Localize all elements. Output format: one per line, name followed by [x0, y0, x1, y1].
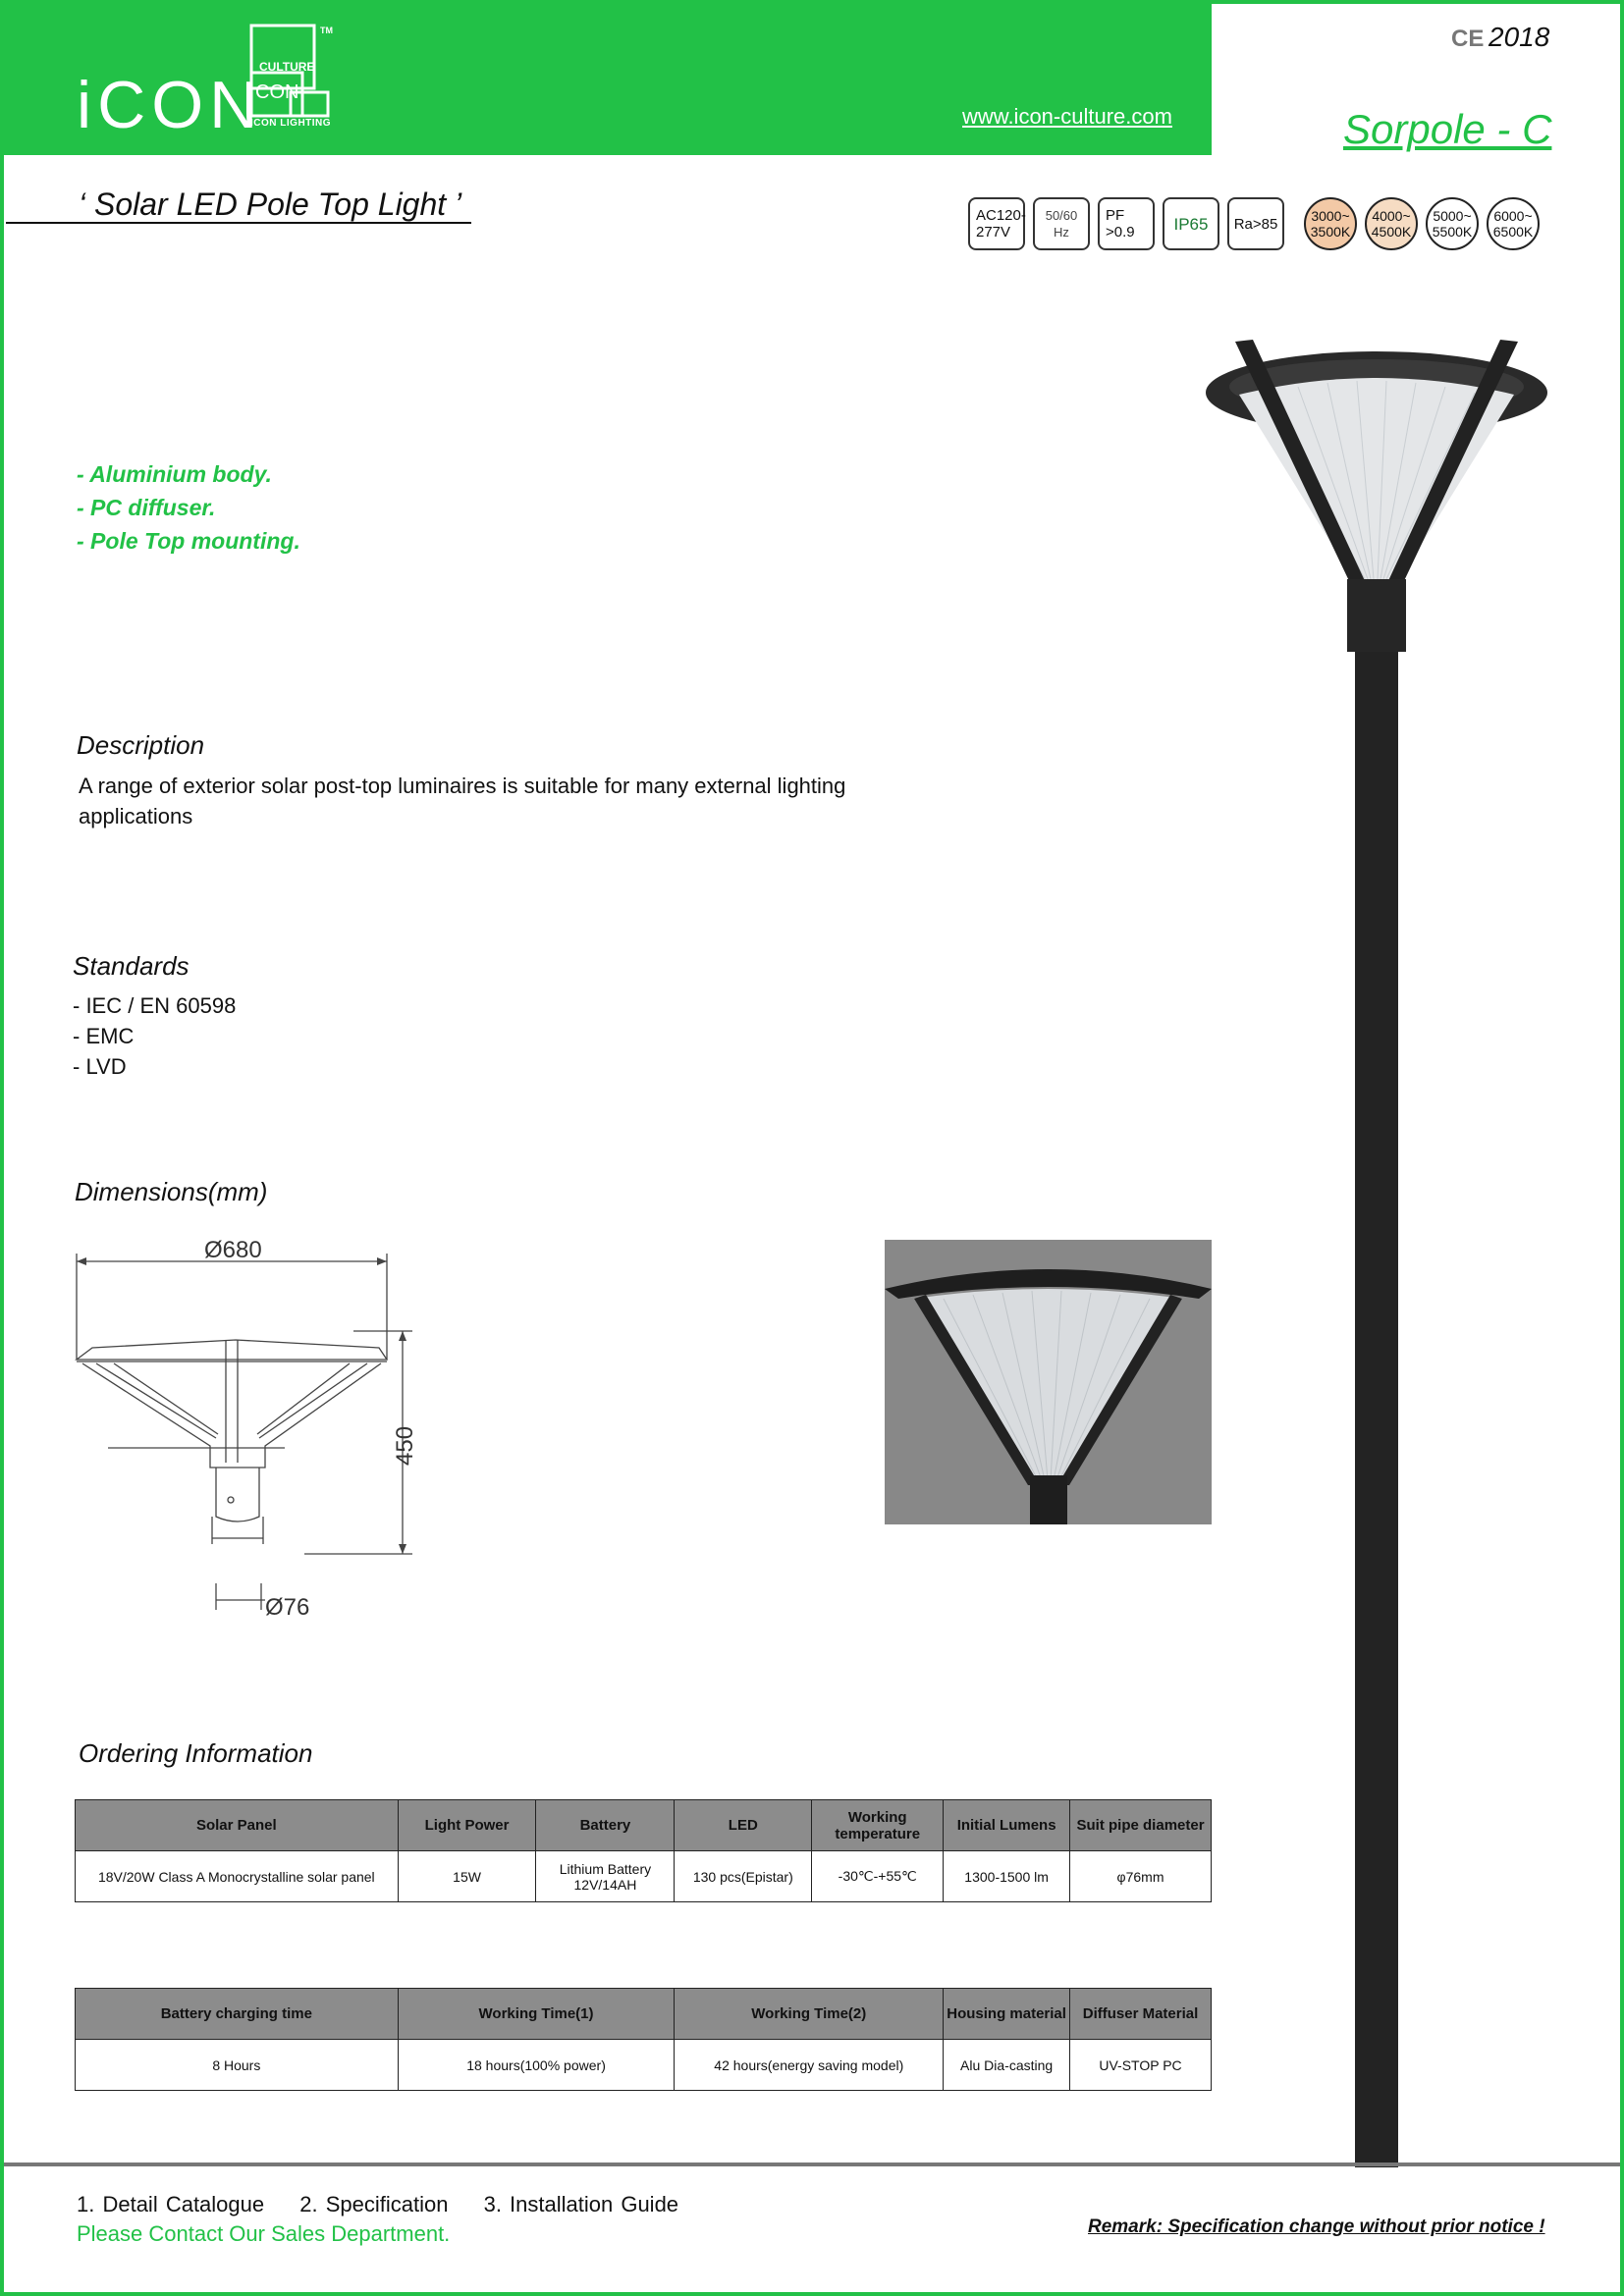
table-header-cell: Suit pipe diameter — [1070, 1800, 1212, 1851]
frequency-badge: 50/60 Hz — [1033, 197, 1090, 250]
footer-link-catalogue[interactable]: 1. Detail Catalogue — [77, 2192, 265, 2216]
table-cell: 1300-1500 lm — [944, 1851, 1070, 1902]
cri-badge: Ra>85 — [1227, 197, 1284, 250]
product-subtitle: ‘ Solar LED Pole Top Light ’ — [79, 187, 462, 222]
table-header-cell: Working Time(2) — [675, 1989, 944, 2040]
footer-link-specification[interactable]: 2. Specification — [299, 2192, 449, 2216]
dimension-drawing — [69, 1232, 432, 1625]
description-text: A range of exterior solar post-top luminaires is suitable for many external lighting applications — [79, 774, 846, 828]
table-header-cell: Initial Lumens — [944, 1800, 1070, 1851]
catalog-year: 2018 — [1489, 22, 1550, 52]
table-header-cell: Battery charging time — [76, 1989, 399, 2040]
standard-item: - LVD — [73, 1054, 127, 1079]
table-header-cell: Working temperature — [812, 1800, 944, 1851]
table-cell: 15W — [398, 1851, 536, 1902]
ordering-table-1 — [75, 1799, 1212, 1902]
cct-6000k-badge: 6000~ 6500K — [1487, 197, 1540, 250]
cct-5000k-badge: 5000~ 5500K — [1426, 197, 1479, 250]
remark-note: Remark: Specification change without prior notice ! — [1088, 2216, 1545, 2237]
model-name: Sorpole - C — [1343, 106, 1552, 152]
table-cell: 42 hours(energy saving model) — [675, 2040, 944, 2091]
table-header-cell: Working Time(1) — [398, 1989, 675, 2040]
standard-item: - IEC / EN 60598 — [73, 993, 237, 1018]
cct-4000k-badge: 4000~ 4500K — [1365, 197, 1418, 250]
height-label: 450 — [392, 1425, 418, 1466]
logo-mark-icon — [247, 22, 346, 120]
ordering-heading: Ordering Information — [79, 1738, 313, 1768]
product-photo — [885, 1240, 1212, 1524]
standards-heading: Standards — [73, 951, 189, 981]
table-header-row — [76, 1989, 1212, 2040]
feature-item: - Pole Top mounting. — [77, 528, 300, 554]
table-header-cell: Solar Panel — [76, 1800, 399, 1851]
ip-rating-badge: IP65 — [1163, 197, 1219, 250]
table-row — [76, 2040, 1212, 2091]
contact-note: Please Contact Our Sales Department. — [77, 2221, 451, 2246]
table-cell: Alu Dia-casting — [944, 2040, 1070, 2091]
table-cell: 18 hours(100% power) — [398, 2040, 675, 2091]
feature-item: - PC diffuser. — [77, 495, 216, 520]
table-cell: φ76mm — [1070, 1851, 1212, 1902]
voltage-badge: AC120- 277V — [968, 197, 1025, 250]
table-cell: UV-STOP PC — [1070, 2040, 1212, 2091]
standard-item: - EMC — [73, 1024, 135, 1048]
feature-list — [77, 457, 300, 558]
power-factor-badge: PF >0.9 — [1098, 197, 1155, 250]
table-header-cell: Housing material — [944, 1989, 1070, 2040]
logo-subtitle: ICON LIGHTING — [250, 118, 332, 129]
subtitle-underline — [6, 222, 471, 224]
footer-divider — [4, 2163, 1620, 2166]
table-header-cell: Battery — [536, 1800, 675, 1851]
dimensions-heading: Dimensions(mm) — [75, 1177, 268, 1206]
spec-badges — [968, 197, 1540, 250]
cct-3000k-badge: 3000~ 3500K — [1304, 197, 1357, 250]
description-heading: Description — [77, 730, 205, 760]
pole-lamp-image — [1200, 322, 1553, 2167]
table-cell: -30℃-+55℃ — [812, 1851, 944, 1902]
brand-name: iCON — [77, 68, 264, 142]
table-header-cell: Light Power — [398, 1800, 536, 1851]
table-row — [76, 1851, 1212, 1902]
table-header-row — [76, 1800, 1212, 1851]
footer-links — [77, 2192, 706, 2217]
pipe-diameter-label: Ø76 — [265, 1594, 310, 1621]
diameter-label: Ø680 — [204, 1237, 262, 1263]
table-cell: 8 Hours — [76, 2040, 399, 2091]
table-cell: Lithium Battery 12V/14AH — [536, 1851, 675, 1902]
logo-text-top: CULTURE — [259, 60, 315, 74]
table-cell: 130 pcs(Epistar) — [675, 1851, 812, 1902]
table-header-cell: LED — [675, 1800, 812, 1851]
ce-mark-icon: CE — [1451, 26, 1485, 52]
logo-text-mid: CON — [255, 81, 299, 103]
feature-item: - Aluminium body. — [77, 461, 272, 487]
standards-list — [73, 990, 236, 1082]
footer-link-installation[interactable]: 3. Installation Guide — [483, 2192, 679, 2216]
table-header-cell: Diffuser Material — [1070, 1989, 1212, 2040]
table-cell: 18V/20W Class A Monocrystalline solar panel — [76, 1851, 399, 1902]
logo-tm: TM — [320, 26, 333, 35]
ordering-table-2 — [75, 1988, 1212, 2091]
website-link[interactable]: www.icon-culture.com — [962, 104, 1172, 129]
